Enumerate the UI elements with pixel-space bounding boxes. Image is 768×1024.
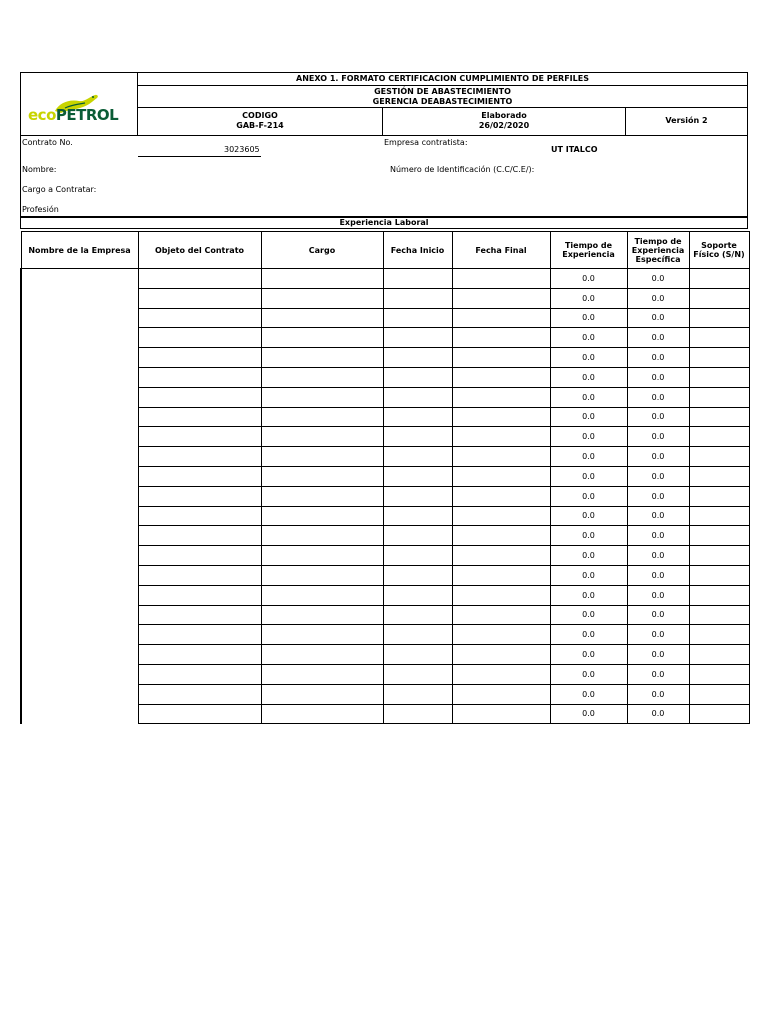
- cell-specific-experience-time[interactable]: 0.0: [627, 328, 689, 348]
- cell-position[interactable]: [261, 308, 383, 328]
- table-row: [21, 427, 749, 447]
- cell-contract-object[interactable]: [138, 546, 261, 566]
- cell-start-date[interactable]: [383, 348, 452, 368]
- cell-physical-support[interactable]: [689, 605, 749, 625]
- cell-start-date[interactable]: [383, 664, 452, 684]
- column-header-start-date: Fecha Inicio: [383, 232, 452, 269]
- cell-end-date[interactable]: [452, 447, 550, 467]
- cell-contract-object[interactable]: [138, 367, 261, 387]
- cell-end-date[interactable]: [452, 348, 550, 368]
- column-header-position: Cargo: [261, 232, 383, 269]
- code-value: GAB-F-214: [236, 121, 284, 130]
- contractor-label: Empresa contratista:: [384, 138, 468, 147]
- table-body: [21, 269, 749, 724]
- cell-company[interactable]: [21, 466, 138, 486]
- table-row: [21, 407, 749, 427]
- cell-contract-object[interactable]: [138, 269, 261, 289]
- cell-specific-experience-time[interactable]: 0.0: [627, 526, 689, 546]
- cell-position[interactable]: [261, 506, 383, 526]
- cell-contract-object[interactable]: [138, 605, 261, 625]
- cell-start-date[interactable]: [383, 308, 452, 328]
- cell-company[interactable]: [21, 684, 138, 704]
- cell-experience-time[interactable]: 0.0: [550, 348, 627, 368]
- cell-experience-time[interactable]: 0.0: [550, 625, 627, 645]
- cell-company[interactable]: [21, 546, 138, 566]
- cell-start-date[interactable]: [383, 367, 452, 387]
- table-row: [21, 308, 749, 328]
- cell-physical-support[interactable]: [689, 684, 749, 704]
- cell-contract-object[interactable]: [138, 565, 261, 585]
- cell-contract-object[interactable]: [138, 308, 261, 328]
- cell-end-date[interactable]: [452, 387, 550, 407]
- table-row: [21, 684, 749, 704]
- cell-physical-support[interactable]: [689, 466, 749, 486]
- cell-end-date[interactable]: [452, 486, 550, 506]
- cell-physical-support[interactable]: [689, 585, 749, 605]
- cell-experience-time[interactable]: 0.0: [550, 506, 627, 526]
- position-label: Cargo a Contratar:: [22, 185, 97, 194]
- cell-position[interactable]: [261, 684, 383, 704]
- table-row: [21, 387, 749, 407]
- experience-section-title: Experiencia Laboral: [20, 216, 748, 229]
- table-row: [21, 605, 749, 625]
- table-header-row: [21, 232, 749, 269]
- cell-company[interactable]: [21, 367, 138, 387]
- cell-specific-experience-time[interactable]: 0.0: [627, 546, 689, 566]
- cell-specific-experience-time[interactable]: 0.0: [627, 447, 689, 467]
- column-header-experience-time: Tiempo de Experiencia: [550, 232, 627, 269]
- cell-specific-experience-time[interactable]: 0.0: [627, 407, 689, 427]
- cell-experience-time[interactable]: 0.0: [550, 308, 627, 328]
- cell-experience-time[interactable]: 0.0: [550, 684, 627, 704]
- cell-specific-experience-time[interactable]: 0.0: [627, 565, 689, 585]
- cell-specific-experience-time[interactable]: 0.0: [627, 645, 689, 665]
- cell-specific-experience-time[interactable]: 0.0: [627, 288, 689, 308]
- cell-position[interactable]: [261, 348, 383, 368]
- cell-contract-object[interactable]: [138, 466, 261, 486]
- ecopetrol-logo: [25, 91, 135, 131]
- cell-contract-object[interactable]: [138, 664, 261, 684]
- cell-position[interactable]: [261, 645, 383, 665]
- column-header-specific-experience-time: Tiempo de Experiencia Específica: [627, 232, 689, 269]
- cell-company[interactable]: [21, 447, 138, 467]
- cell-contract-object[interactable]: [138, 348, 261, 368]
- cell-end-date[interactable]: [452, 506, 550, 526]
- cell-start-date[interactable]: [383, 328, 452, 348]
- version-cell: Versión 2: [665, 116, 708, 125]
- cell-contract-object[interactable]: [138, 526, 261, 546]
- cell-specific-experience-time[interactable]: 0.0: [627, 684, 689, 704]
- cell-physical-support[interactable]: [689, 387, 749, 407]
- cell-position[interactable]: [261, 269, 383, 289]
- cell-position[interactable]: [261, 565, 383, 585]
- contract-label: Contrato No.: [22, 138, 73, 147]
- code-label: CODIGO: [242, 111, 278, 120]
- cell-end-date[interactable]: [452, 466, 550, 486]
- cell-start-date[interactable]: [383, 269, 452, 289]
- cell-end-date[interactable]: [452, 704, 550, 724]
- cell-experience-time[interactable]: 0.0: [550, 546, 627, 566]
- cell-company[interactable]: [21, 387, 138, 407]
- table-row: [21, 704, 749, 724]
- cell-company[interactable]: [21, 288, 138, 308]
- cell-specific-experience-time[interactable]: 0.0: [627, 664, 689, 684]
- cell-end-date[interactable]: [452, 367, 550, 387]
- cell-end-date[interactable]: [452, 328, 550, 348]
- cell-experience-time[interactable]: 0.0: [550, 605, 627, 625]
- cell-company[interactable]: [21, 486, 138, 506]
- cell-physical-support[interactable]: [689, 447, 749, 467]
- cell-experience-time[interactable]: 0.0: [550, 288, 627, 308]
- cell-specific-experience-time[interactable]: 0.0: [627, 486, 689, 506]
- cell-position[interactable]: [261, 605, 383, 625]
- cell-physical-support[interactable]: [689, 407, 749, 427]
- cell-experience-time[interactable]: 0.0: [550, 585, 627, 605]
- cell-contract-object[interactable]: [138, 288, 261, 308]
- cell-position[interactable]: [261, 407, 383, 427]
- cell-contract-object[interactable]: [138, 625, 261, 645]
- experience-table: [20, 231, 750, 724]
- cell-experience-time[interactable]: 0.0: [550, 466, 627, 486]
- cell-experience-time[interactable]: 0.0: [550, 328, 627, 348]
- cell-start-date[interactable]: [383, 387, 452, 407]
- cell-company[interactable]: [21, 704, 138, 724]
- cell-start-date[interactable]: [383, 684, 452, 704]
- cell-specific-experience-time[interactable]: 0.0: [627, 387, 689, 407]
- cell-start-date[interactable]: [383, 427, 452, 447]
- cell-experience-time[interactable]: 0.0: [550, 664, 627, 684]
- cell-physical-support[interactable]: [689, 288, 749, 308]
- cell-specific-experience-time[interactable]: 0.0: [627, 704, 689, 724]
- cell-position[interactable]: [261, 625, 383, 645]
- cell-specific-experience-time[interactable]: 0.0: [627, 605, 689, 625]
- table-row: [21, 645, 749, 665]
- cell-company[interactable]: [21, 328, 138, 348]
- cell-company[interactable]: [21, 645, 138, 665]
- cell-specific-experience-time[interactable]: 0.0: [627, 308, 689, 328]
- form-meta-row: [138, 108, 747, 135]
- cell-start-date[interactable]: [383, 447, 452, 467]
- cell-position[interactable]: [261, 466, 383, 486]
- cell-contract-object[interactable]: [138, 684, 261, 704]
- cell-start-date[interactable]: [383, 526, 452, 546]
- cell-company[interactable]: [21, 348, 138, 368]
- table-row: [21, 328, 749, 348]
- table-row: [21, 546, 749, 566]
- cell-experience-time[interactable]: 0.0: [550, 367, 627, 387]
- cell-end-date[interactable]: [452, 546, 550, 566]
- cell-company[interactable]: [21, 506, 138, 526]
- cell-position[interactable]: [261, 447, 383, 467]
- cell-company[interactable]: [21, 605, 138, 625]
- cell-physical-support[interactable]: [689, 526, 749, 546]
- cell-position[interactable]: [261, 486, 383, 506]
- cell-end-date[interactable]: [452, 645, 550, 665]
- cell-specific-experience-time[interactable]: 0.0: [627, 625, 689, 645]
- form-subtitle: [138, 86, 747, 108]
- subtitle-line-2: GERENCIA DEABASTECIMIENTO: [372, 97, 513, 106]
- candidate-info: [20, 136, 748, 216]
- cell-experience-time[interactable]: 0.0: [550, 526, 627, 546]
- cell-contract-object[interactable]: [138, 486, 261, 506]
- cell-end-date[interactable]: [452, 288, 550, 308]
- id-label: Número de Identificación (C.C/C.E/):: [390, 165, 535, 174]
- elaborated-cell: [383, 108, 626, 135]
- cell-physical-support[interactable]: [689, 328, 749, 348]
- cell-contract-object[interactable]: [138, 387, 261, 407]
- cell-contract-object[interactable]: [138, 506, 261, 526]
- cell-start-date[interactable]: [383, 565, 452, 585]
- cell-end-date[interactable]: [452, 308, 550, 328]
- cell-physical-support[interactable]: [689, 506, 749, 526]
- subtitle-line-1: GESTIÓN DE ABASTECIMIENTO: [374, 87, 511, 96]
- cell-specific-experience-time[interactable]: 0.0: [627, 348, 689, 368]
- cell-start-date[interactable]: [383, 288, 452, 308]
- cell-specific-experience-time[interactable]: 0.0: [627, 269, 689, 289]
- column-header-contract-object: Objeto del Contrato: [138, 232, 261, 269]
- cell-experience-time[interactable]: 0.0: [550, 486, 627, 506]
- cell-physical-support[interactable]: [689, 427, 749, 447]
- cell-company[interactable]: [21, 308, 138, 328]
- logo-cell: [21, 73, 138, 135]
- cell-contract-object[interactable]: [138, 704, 261, 724]
- cell-end-date[interactable]: [452, 427, 550, 447]
- cell-start-date[interactable]: [383, 625, 452, 645]
- cell-start-date[interactable]: [383, 466, 452, 486]
- table-row: [21, 269, 749, 289]
- cell-physical-support[interactable]: [689, 269, 749, 289]
- cell-position[interactable]: [261, 387, 383, 407]
- cell-start-date[interactable]: [383, 704, 452, 724]
- table-row: [21, 565, 749, 585]
- cell-contract-object[interactable]: [138, 328, 261, 348]
- contract-value[interactable]: 3023605: [224, 145, 260, 154]
- cell-experience-time[interactable]: 0.0: [550, 645, 627, 665]
- cell-physical-support[interactable]: [689, 664, 749, 684]
- cell-end-date[interactable]: [452, 565, 550, 585]
- cell-end-date[interactable]: [452, 407, 550, 427]
- cell-end-date[interactable]: [452, 684, 550, 704]
- name-label: Nombre:: [22, 165, 57, 174]
- table-row: [21, 526, 749, 546]
- table-row: [21, 625, 749, 645]
- elaborated-value: 26/02/2020: [478, 121, 530, 130]
- cell-experience-time[interactable]: 0.0: [550, 407, 627, 427]
- contractor-value[interactable]: UT ITALCO: [551, 145, 598, 154]
- column-header-company: Nombre de la Empresa: [21, 232, 138, 269]
- cell-specific-experience-time[interactable]: 0.0: [627, 367, 689, 387]
- column-header-end-date: Fecha Final: [452, 232, 550, 269]
- cell-experience-time[interactable]: 0.0: [550, 447, 627, 467]
- cell-physical-support[interactable]: [689, 565, 749, 585]
- contract-underline: [138, 156, 261, 157]
- cell-end-date[interactable]: [452, 585, 550, 605]
- cell-experience-time[interactable]: 0.0: [550, 427, 627, 447]
- cell-company[interactable]: [21, 427, 138, 447]
- cell-physical-support[interactable]: [689, 704, 749, 724]
- table-row: [21, 486, 749, 506]
- table-row: [21, 288, 749, 308]
- cell-start-date[interactable]: [383, 585, 452, 605]
- cell-position[interactable]: [261, 704, 383, 724]
- table-row: [21, 585, 749, 605]
- cell-physical-support[interactable]: [689, 645, 749, 665]
- cell-start-date[interactable]: [383, 605, 452, 625]
- cell-position[interactable]: [261, 546, 383, 566]
- table-row: [21, 447, 749, 467]
- cell-end-date[interactable]: [452, 625, 550, 645]
- cell-position[interactable]: [261, 526, 383, 546]
- cell-company[interactable]: [21, 664, 138, 684]
- table-row: [21, 367, 749, 387]
- cell-specific-experience-time[interactable]: 0.0: [627, 466, 689, 486]
- cell-position[interactable]: [261, 664, 383, 684]
- code-cell: [138, 108, 383, 135]
- cell-experience-time[interactable]: 0.0: [550, 565, 627, 585]
- column-header-physical-support: Soporte Físico (S/N): [689, 232, 749, 269]
- form-title: ANEXO 1. FORMATO CERTIFICACION CUMPLIMIENTO DE PERFILES: [138, 73, 747, 86]
- cell-company[interactable]: [21, 526, 138, 546]
- elaborated-label: Elaborado: [481, 111, 527, 120]
- cell-end-date[interactable]: [452, 526, 550, 546]
- cell-physical-support[interactable]: [689, 486, 749, 506]
- table-row: [21, 466, 749, 486]
- cell-specific-experience-time[interactable]: 0.0: [627, 427, 689, 447]
- cell-physical-support[interactable]: [689, 308, 749, 328]
- cell-contract-object[interactable]: [138, 585, 261, 605]
- logo-wordmark: ecoPETROL: [28, 106, 119, 124]
- cell-position[interactable]: [261, 367, 383, 387]
- profession-label: Profesión: [22, 205, 59, 214]
- cell-end-date[interactable]: [452, 605, 550, 625]
- cell-physical-support[interactable]: [689, 348, 749, 368]
- document-header: [20, 72, 748, 136]
- cell-start-date[interactable]: [383, 645, 452, 665]
- cell-position[interactable]: [261, 328, 383, 348]
- cell-start-date[interactable]: [383, 407, 452, 427]
- cell-position[interactable]: [261, 585, 383, 605]
- cell-contract-object[interactable]: [138, 427, 261, 447]
- cell-position[interactable]: [261, 288, 383, 308]
- cell-company[interactable]: [21, 625, 138, 645]
- cell-physical-support[interactable]: [689, 546, 749, 566]
- cell-physical-support[interactable]: [689, 367, 749, 387]
- cell-specific-experience-time[interactable]: 0.0: [627, 585, 689, 605]
- cell-experience-time[interactable]: 0.0: [550, 387, 627, 407]
- cell-specific-experience-time[interactable]: 0.0: [627, 506, 689, 526]
- cell-contract-object[interactable]: [138, 407, 261, 427]
- cell-contract-object[interactable]: [138, 645, 261, 665]
- cell-start-date[interactable]: [383, 506, 452, 526]
- cell-company[interactable]: [21, 407, 138, 427]
- cell-end-date[interactable]: [452, 269, 550, 289]
- table-row: [21, 348, 749, 368]
- cell-position[interactable]: [261, 427, 383, 447]
- cell-company[interactable]: [21, 585, 138, 605]
- cell-experience-time[interactable]: 0.0: [550, 269, 627, 289]
- cell-company[interactable]: [21, 565, 138, 585]
- cell-physical-support[interactable]: [689, 625, 749, 645]
- cell-start-date[interactable]: [383, 546, 452, 566]
- table-row: [21, 506, 749, 526]
- cell-company[interactable]: [21, 269, 138, 289]
- cell-experience-time[interactable]: 0.0: [550, 704, 627, 724]
- cell-contract-object[interactable]: [138, 447, 261, 467]
- cell-start-date[interactable]: [383, 486, 452, 506]
- table-row: [21, 664, 749, 684]
- cell-end-date[interactable]: [452, 664, 550, 684]
